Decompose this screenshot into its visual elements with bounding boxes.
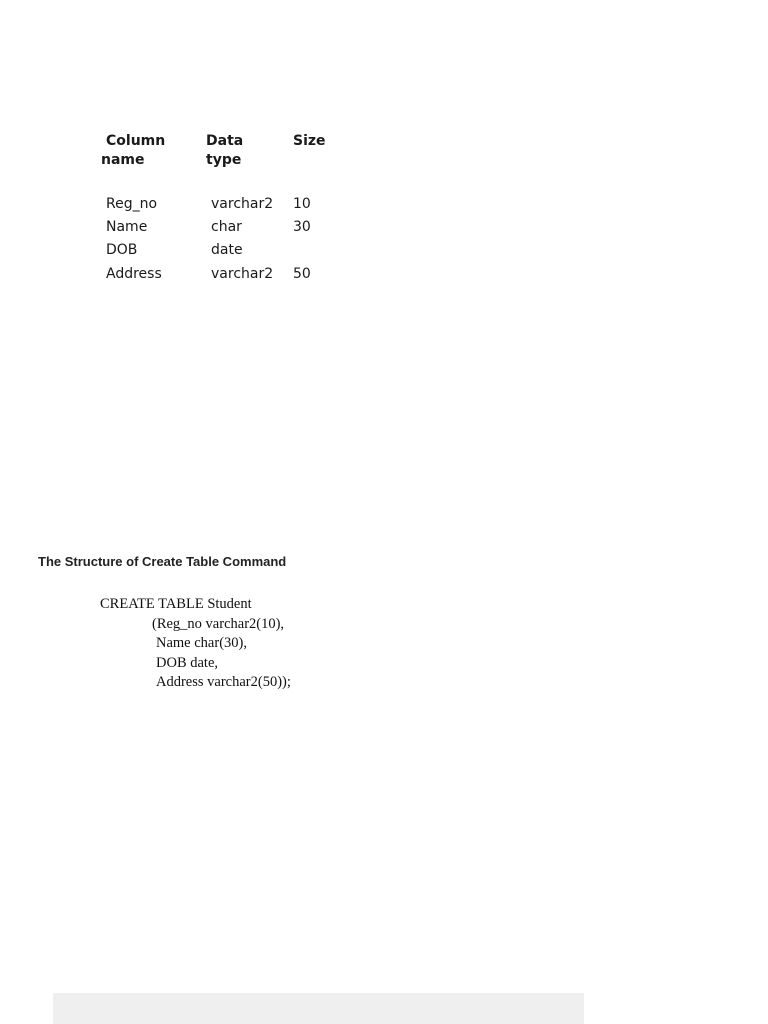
code-line-5: Address varchar2(50)); [156, 674, 291, 690]
row-3-data-type: varchar2 [211, 266, 274, 282]
header-data-type-line1: Data [206, 133, 244, 149]
header-size: Size [293, 133, 326, 149]
bottom-panel [53, 993, 584, 1024]
row-1-size: 30 [293, 219, 311, 235]
header-column-name-line1: Column [106, 133, 166, 149]
code-line-3: Name char(30), [156, 635, 247, 651]
row-2-data-type: date [211, 242, 243, 258]
row-0-data-type: varchar2 [211, 196, 274, 212]
row-2-column-name: DOB [106, 242, 138, 258]
header-data-type-line2: type [206, 152, 242, 168]
code-line-2: (Reg_no varchar2(10), [152, 615, 285, 632]
row-0-column-name: Reg_no [106, 196, 158, 212]
section-heading: The Structure of Create Table Command [38, 554, 287, 569]
code-line-1: CREATE TABLE Student [100, 596, 252, 612]
header-column-name-line2: name [101, 152, 145, 168]
row-1-column-name: Name [106, 219, 148, 235]
code-line-4: DOB date, [156, 654, 219, 671]
row-0-size: 10 [293, 196, 311, 212]
row-1-data-type: char [211, 219, 242, 235]
row-3-size: 50 [293, 266, 311, 282]
create-table-code [100, 595, 291, 693]
row-3-column-name: Address [106, 266, 162, 282]
